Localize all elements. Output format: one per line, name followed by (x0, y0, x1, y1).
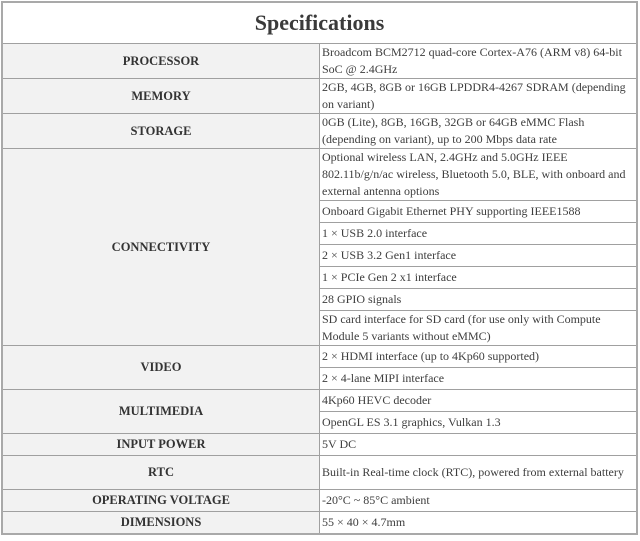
table-row (2, 390, 637, 412)
row-value-multimedia-graphics: OpenGL ES 3.1 graphics, Vulkan 1.3 (320, 412, 638, 434)
table-row (2, 44, 637, 79)
table-row (2, 149, 637, 201)
table-row (2, 114, 637, 149)
row-label-connectivity: CONNECTIVITY (2, 149, 320, 346)
row-value-connectivity-usb2: 1 × USB 2.0 interface (320, 223, 638, 245)
row-label-processor: PROCESSOR (2, 44, 320, 79)
table-row (2, 434, 637, 456)
row-value-operating-voltage: -20°C ~ 85°C ambient (320, 490, 638, 512)
row-value-input-power: 5V DC (320, 434, 638, 456)
row-value-connectivity-wireless: Optional wireless LAN, 2.4GHz and 5.0GHz IEEE 802.11b/g/n/ac wireless, Bluetooth 5.0, BLE, with onboard and external antenna options (320, 149, 638, 201)
row-value-processor: Broadcom BCM2712 quad-core Cortex-A76 (ARM v8) 64-bit SoC @ 2.4GHz (320, 44, 638, 79)
row-value-multimedia-decoder: 4Kp60 HEVC decoder (320, 390, 638, 412)
row-value-storage: 0GB (Lite), 8GB, 16GB, 32GB or 64GB eMMC Flash (depending on variant), up to 200 Mbps data rate (320, 114, 638, 149)
row-value-connectivity-pcie: 1 × PCIe Gen 2 x1 interface (320, 267, 638, 289)
row-label-operating-voltage: OPERATING VOLTAGE (2, 490, 320, 512)
row-value-connectivity-gpio: 28 GPIO signals (320, 289, 638, 311)
row-label-input-power: INPUT POWER (2, 434, 320, 456)
row-value-video-hdmi: 2 × HDMI interface (up to 4Kp60 supported) (320, 346, 638, 368)
table-row (2, 456, 637, 490)
row-label-rtc: RTC (2, 456, 320, 490)
specifications-table (1, 1, 638, 535)
row-value-memory: 2GB, 4GB, 8GB or 16GB LPDDR4-4267 SDRAM (depending on variant) (320, 79, 638, 114)
table-row (2, 490, 637, 512)
row-label-multimedia: MULTIMEDIA (2, 390, 320, 434)
row-value-connectivity-ethernet: Onboard Gigabit Ethernet PHY supporting IEEE1588 (320, 201, 638, 223)
row-label-dimensions: DIMENSIONS (2, 512, 320, 535)
table-row (2, 79, 637, 114)
row-label-video: VIDEO (2, 346, 320, 390)
row-label-memory: MEMORY (2, 79, 320, 114)
row-value-video-mipi: 2 × 4-lane MIPI interface (320, 368, 638, 390)
table-title: Specifications (2, 2, 637, 44)
row-value-connectivity-sdcard: SD card interface for SD card (for use only with Compute Module 5 variants without eMMC) (320, 311, 638, 346)
table-row (2, 512, 637, 535)
row-label-storage: STORAGE (2, 114, 320, 149)
row-value-connectivity-usb3: 2 × USB 3.2 Gen1 interface (320, 245, 638, 267)
row-value-rtc: Built-in Real-time clock (RTC), powered from external battery (320, 456, 638, 490)
table-row (2, 346, 637, 368)
row-value-dimensions: 55 × 40 × 4.7mm (320, 512, 638, 535)
